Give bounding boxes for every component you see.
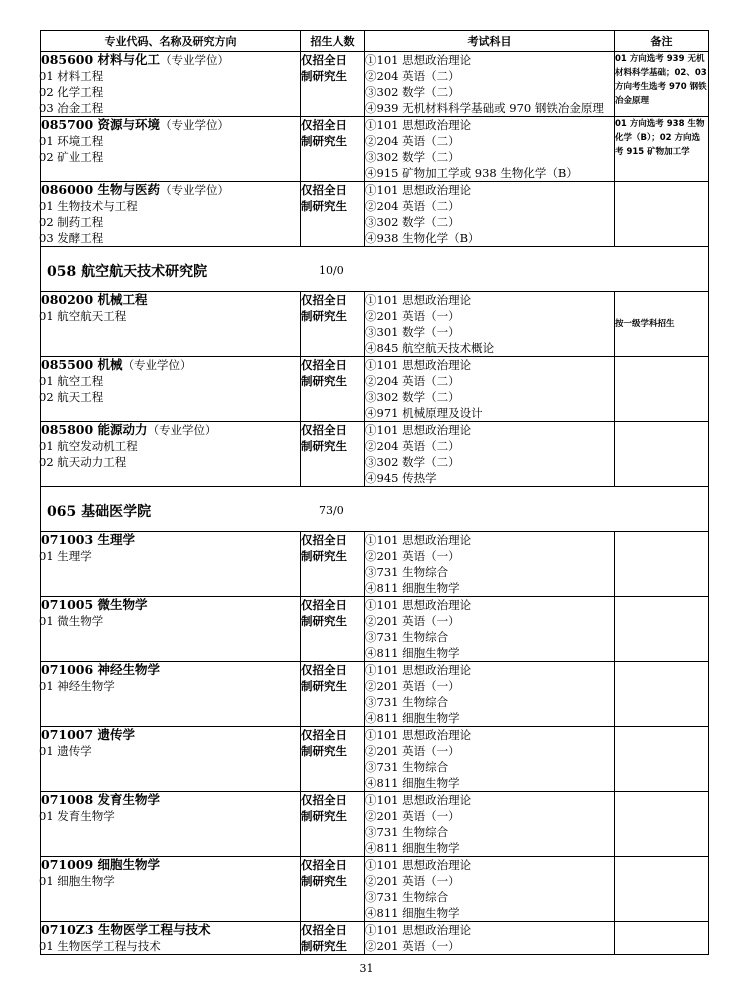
research-direction: 03 发酵工程 xyxy=(39,231,104,245)
program-code: 071006 xyxy=(41,662,94,677)
exam-subject: ③302 数学（二） xyxy=(365,215,460,229)
program-code: 071009 xyxy=(41,857,94,872)
header-program: 专业代码、名称及研究方向 xyxy=(41,31,301,52)
program-name: 材料与化工 xyxy=(97,52,161,67)
exam-subject: ①101 思想政治理论 xyxy=(365,923,472,937)
department-row xyxy=(41,247,709,292)
header-notes: 备注 xyxy=(615,31,709,52)
exam-subject: ③302 数学（二） xyxy=(365,85,460,99)
program-title xyxy=(41,182,300,198)
exam-subject: ②204 英语（二） xyxy=(365,199,460,213)
department-count: 10/0 xyxy=(319,264,344,277)
program-title xyxy=(41,292,300,308)
exam-subject: ①101 思想政治理论 xyxy=(365,53,472,67)
note-cell xyxy=(615,422,709,487)
note-text: 01 方向选考 938 生物化学（B）；02 方向选考 915 矿物加工学 xyxy=(615,119,705,157)
exam-subject: ②201 英语（一） xyxy=(365,874,460,888)
note-text: 01 方向选考 939 无机材料科学基础；02、03 方向考生选考 970 钢铁冶金原理 xyxy=(615,54,707,106)
enrollment-text: 仅招全日 xyxy=(301,53,347,67)
department-name: 065 基础医学院 xyxy=(47,504,152,520)
program-cell xyxy=(41,857,301,922)
program-cell xyxy=(41,532,301,597)
program-title xyxy=(41,792,300,808)
exam-subject: ①101 思想政治理论 xyxy=(365,533,472,547)
enrollment-text: 仅招全日 xyxy=(301,923,347,937)
research-direction: 02 制药工程 xyxy=(39,215,104,229)
exam-subject: ①101 思想政治理论 xyxy=(365,293,472,307)
table-row xyxy=(41,52,709,117)
exam-subject: ④845 航空航天技术概论 xyxy=(365,341,495,355)
program-name: 机械 xyxy=(97,357,123,372)
note-cell xyxy=(615,792,709,857)
table-row xyxy=(41,117,709,182)
subjects-cell xyxy=(365,52,615,117)
program-cell xyxy=(41,357,301,422)
exam-subject: ②201 英语（一） xyxy=(365,809,460,823)
program-code: 080200 xyxy=(41,292,94,307)
enrollment-text: 仅招全日 xyxy=(301,118,347,132)
enrollment-text: 制研究生 xyxy=(301,679,347,693)
program-title xyxy=(41,422,300,438)
exam-subject: ①101 思想政治理论 xyxy=(365,663,472,677)
page-number: 31 xyxy=(359,962,374,975)
exam-subject: ①101 思想政治理论 xyxy=(365,858,472,872)
enrollment-text: 仅招全日 xyxy=(301,183,347,197)
exam-subject: ③302 数学（二） xyxy=(365,150,460,164)
enrollment-text: 仅招全日 xyxy=(301,533,347,547)
research-direction: 01 神经生物学 xyxy=(39,679,115,693)
program-name: 发育生物学 xyxy=(97,792,161,807)
exam-subject: ③301 数学（一） xyxy=(365,325,460,339)
note-cell xyxy=(615,357,709,422)
enrollment-text: 制研究生 xyxy=(301,374,347,388)
program-name: 细胞生物学 xyxy=(97,857,161,872)
program-name: 资源与环境 xyxy=(97,117,161,132)
research-direction: 01 生理学 xyxy=(39,549,92,563)
enrollment-text: 制研究生 xyxy=(301,199,347,213)
program-name: 微生物学 xyxy=(97,597,148,612)
research-direction: 03 冶金工程 xyxy=(39,101,104,115)
table-body xyxy=(41,52,709,955)
exam-subject: ③731 生物综合 xyxy=(365,695,449,709)
enrollment-text: 仅招全日 xyxy=(301,663,347,677)
exam-subject: ②204 英语（二） xyxy=(365,439,460,453)
program-cell xyxy=(41,597,301,662)
enrollment-cell xyxy=(301,597,365,662)
program-cell xyxy=(41,117,301,182)
exam-subject: ①101 思想政治理论 xyxy=(365,793,472,807)
program-name: 生物医学工程与技术 xyxy=(97,922,211,937)
subjects-cell xyxy=(365,182,615,247)
program-type: （专业学位） xyxy=(160,53,230,67)
table-row xyxy=(41,662,709,727)
program-code: 071007 xyxy=(41,727,94,742)
exam-subject: ①101 思想政治理论 xyxy=(365,183,472,197)
note-cell xyxy=(615,727,709,792)
program-title xyxy=(41,117,300,133)
enrollment-cell xyxy=(301,922,365,955)
enrollment-text: 制研究生 xyxy=(301,809,347,823)
program-name: 生理学 xyxy=(97,532,136,547)
program-type: （专业学位） xyxy=(122,358,192,372)
exam-subject: ②201 英语（一） xyxy=(365,939,460,953)
program-cell xyxy=(41,52,301,117)
exam-subject: ④915 矿物加工学或 938 生物化学（B） xyxy=(365,166,578,180)
enrollment-cell xyxy=(301,52,365,117)
department-row xyxy=(41,487,709,532)
research-direction: 01 细胞生物学 xyxy=(39,874,115,888)
subjects-cell xyxy=(365,532,615,597)
exam-subject: ③731 生物综合 xyxy=(365,825,449,839)
table-row xyxy=(41,597,709,662)
note-cell xyxy=(615,662,709,727)
exam-subject: ②204 英语（二） xyxy=(365,374,460,388)
research-direction: 01 生物技术与工程 xyxy=(39,199,138,213)
subjects-cell xyxy=(365,727,615,792)
research-direction: 01 遗传学 xyxy=(39,744,92,758)
subjects-cell xyxy=(365,422,615,487)
enrollment-text: 制研究生 xyxy=(301,744,347,758)
research-direction: 02 航天动力工程 xyxy=(39,455,127,469)
table-row xyxy=(41,422,709,487)
header-subjects: 考试科目 xyxy=(365,31,615,52)
exam-subject: ④811 细胞生物学 xyxy=(365,841,460,855)
program-cell xyxy=(41,662,301,727)
program-code: 071008 xyxy=(41,792,94,807)
header-row xyxy=(41,31,709,52)
research-direction: 01 航空航天工程 xyxy=(39,309,127,323)
enrollment-text: 仅招全日 xyxy=(301,423,347,437)
exam-subject: ③731 生物综合 xyxy=(365,890,449,904)
exam-subject: ④945 传热学 xyxy=(365,471,437,485)
program-code: 085800 xyxy=(41,422,94,437)
research-direction: 01 环境工程 xyxy=(39,134,104,148)
department-count: 73/0 xyxy=(319,504,344,517)
exam-subject: ④811 细胞生物学 xyxy=(365,906,460,920)
program-title xyxy=(41,922,300,938)
program-code: 086000 xyxy=(41,182,94,197)
program-name: 能源动力 xyxy=(97,422,148,437)
table-row xyxy=(41,857,709,922)
program-cell xyxy=(41,292,301,357)
enrollment-cell xyxy=(301,292,365,357)
enrollment-text: 仅招全日 xyxy=(301,598,347,612)
enrollment-text: 制研究生 xyxy=(301,309,347,323)
exam-subject: ③302 数学（二） xyxy=(365,455,460,469)
enrollment-text: 仅招全日 xyxy=(301,358,347,372)
exam-subject: ③731 生物综合 xyxy=(365,565,449,579)
program-name: 遗传学 xyxy=(97,727,136,742)
research-direction: 01 材料工程 xyxy=(39,69,104,83)
note-cell xyxy=(615,292,709,357)
enrollment-text: 制研究生 xyxy=(301,614,347,628)
subjects-cell xyxy=(365,117,615,182)
subjects-cell xyxy=(365,792,615,857)
program-name: 机械工程 xyxy=(97,292,148,307)
exam-subject: ③731 生物综合 xyxy=(365,630,449,644)
research-direction: 01 航空工程 xyxy=(39,374,104,388)
subjects-cell xyxy=(365,597,615,662)
note-cell xyxy=(615,52,709,117)
table-row xyxy=(41,727,709,792)
program-cell xyxy=(41,727,301,792)
program-type: （专业学位） xyxy=(147,423,217,437)
exam-subject: ①101 思想政治理论 xyxy=(365,118,472,132)
program-code: 085600 xyxy=(41,52,94,67)
header-enrollment: 招生人数 xyxy=(301,31,365,52)
exam-subject: ④811 细胞生物学 xyxy=(365,711,460,725)
exam-subject: ②204 英语（二） xyxy=(365,69,460,83)
enrollment-cell xyxy=(301,182,365,247)
exam-subject: ①101 思想政治理论 xyxy=(365,728,472,742)
note-cell xyxy=(615,117,709,182)
research-direction: 01 航空发动机工程 xyxy=(39,439,138,453)
research-direction: 02 航天工程 xyxy=(39,390,104,404)
table-row xyxy=(41,357,709,422)
department-name: 058 航空航天技术研究院 xyxy=(47,264,208,280)
table-row xyxy=(41,922,709,955)
program-name: 神经生物学 xyxy=(97,662,161,677)
enrollment-text: 制研究生 xyxy=(301,874,347,888)
research-direction: 01 生物医学工程与技术 xyxy=(39,939,161,953)
program-title xyxy=(41,532,300,548)
program-title xyxy=(41,662,300,678)
enrollment-cell xyxy=(301,792,365,857)
note-cell xyxy=(615,597,709,662)
enrollment-text: 仅招全日 xyxy=(301,793,347,807)
exam-subject: ②201 英语（一） xyxy=(365,744,460,758)
program-title xyxy=(41,357,300,373)
exam-subject: ②201 英语（一） xyxy=(365,679,460,693)
enrollment-text: 制研究生 xyxy=(301,134,347,148)
program-code: 071005 xyxy=(41,597,94,612)
enrollment-cell xyxy=(301,422,365,487)
note-cell xyxy=(615,532,709,597)
note-cell xyxy=(615,182,709,247)
exam-subject: ①101 思想政治理论 xyxy=(365,358,472,372)
department-cell xyxy=(41,487,709,532)
program-cell xyxy=(41,792,301,857)
table-row xyxy=(41,182,709,247)
table-row xyxy=(41,792,709,857)
subjects-cell xyxy=(365,292,615,357)
program-cell xyxy=(41,182,301,247)
enrollment-cell xyxy=(301,357,365,422)
table-row xyxy=(41,532,709,597)
research-direction: 02 矿业工程 xyxy=(39,150,104,164)
note-cell xyxy=(615,857,709,922)
enrollment-cell xyxy=(301,857,365,922)
enrollment-text: 仅招全日 xyxy=(301,728,347,742)
program-title xyxy=(41,727,300,743)
enrollment-cell xyxy=(301,727,365,792)
enrollment-cell xyxy=(301,117,365,182)
table-row xyxy=(41,292,709,357)
program-name: 生物与医药 xyxy=(97,182,161,197)
enrollment-text: 制研究生 xyxy=(301,939,347,953)
enrollment-text: 制研究生 xyxy=(301,549,347,563)
exam-subject: ④971 机械原理及设计 xyxy=(365,406,483,420)
program-cell xyxy=(41,922,301,955)
program-type: （专业学位） xyxy=(160,118,230,132)
enrollment-text: 仅招全日 xyxy=(301,293,347,307)
enrollment-text: 制研究生 xyxy=(301,439,347,453)
note-cell xyxy=(615,922,709,955)
program-type: （专业学位） xyxy=(160,183,230,197)
program-title xyxy=(41,52,300,68)
exam-subject: ②201 英语（一） xyxy=(365,614,460,628)
exam-subject: ①101 思想政治理论 xyxy=(365,423,472,437)
exam-subject: ④811 细胞生物学 xyxy=(365,581,460,595)
subjects-cell xyxy=(365,922,615,955)
research-direction: 02 化学工程 xyxy=(39,85,104,99)
subjects-cell xyxy=(365,662,615,727)
enrollment-text: 仅招全日 xyxy=(301,858,347,872)
research-direction: 01 微生物学 xyxy=(39,614,104,628)
subjects-cell xyxy=(365,857,615,922)
exam-subject: ①101 思想政治理论 xyxy=(365,598,472,612)
program-code: 071003 xyxy=(41,532,94,547)
exam-subject: ④938 生物化学（B） xyxy=(365,231,480,245)
exam-subject: ④811 细胞生物学 xyxy=(365,646,460,660)
exam-subject: ③302 数学（二） xyxy=(365,390,460,404)
subjects-cell xyxy=(365,357,615,422)
program-title xyxy=(41,857,300,873)
exam-subject: ④939 无机材料科学基础或 970 钢铁冶金原理 xyxy=(365,101,604,115)
program-cell xyxy=(41,422,301,487)
research-direction: 01 发育生物学 xyxy=(39,809,115,823)
exam-subject: ②201 英语（一） xyxy=(365,309,460,323)
exam-subject: ④811 细胞生物学 xyxy=(365,776,460,790)
department-cell xyxy=(41,247,709,292)
enrollment-cell xyxy=(301,532,365,597)
exam-subject: ③731 生物综合 xyxy=(365,760,449,774)
catalog-table xyxy=(40,30,709,955)
program-code: 085500 xyxy=(41,357,94,372)
program-title xyxy=(41,597,300,613)
enrollment-text: 制研究生 xyxy=(301,69,347,83)
exam-subject: ②204 英语（二） xyxy=(365,134,460,148)
enrollment-cell xyxy=(301,662,365,727)
program-code: 0710Z3 xyxy=(41,922,94,937)
program-code: 085700 xyxy=(41,117,94,132)
exam-subject: ②201 英语（一） xyxy=(365,549,460,563)
note-text: 按一级学科招生 xyxy=(615,319,675,329)
